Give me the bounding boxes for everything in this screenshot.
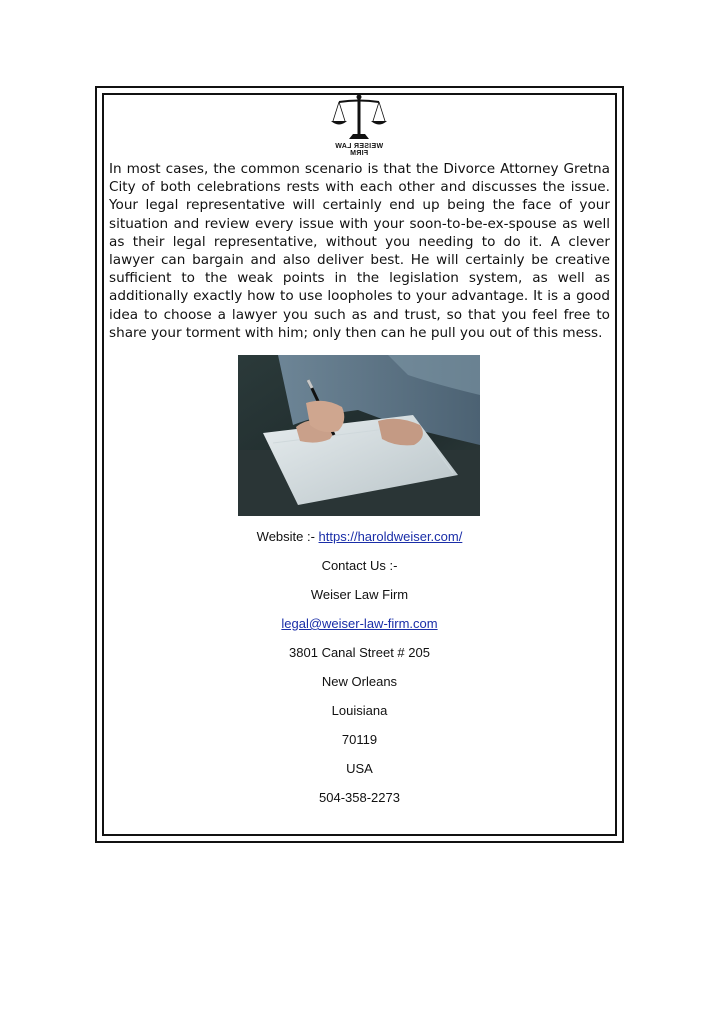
scales-of-justice-icon [329,93,389,143]
hand-writing-document-photo [238,355,480,516]
state: Louisiana [331,703,388,718]
website-label: Website :- [256,529,319,544]
city: New Orleans [321,674,398,689]
email-line [109,614,610,643]
article-paragraph: In most cases, the common scenario is that the Divorce Attorney Gretna City of both celebrations rests with each other and discusses the issue. Your legal representative will certainly end up being the face of your situation and review every issue with your soon-to-be-ex-spouse as well as their legal representative, without you needing to do it. A clever lawyer can bargain and also deliver best. He will certainly be creative sufficient to the weak points in the legislation system, as well as additionally exactly how to use loopholes to your advantage. It is a good idea to choose a lawyer you such as and trust, so that you feel free to share your torment with him; only then can he pull you out of this mess. [109,161,610,341]
country: USA [346,761,373,776]
firm-logo [329,93,389,155]
website-line [109,527,610,556]
logo-text: WEISER LAW FIRM [334,143,384,157]
firm-name: Weiser Law Firm [310,587,409,602]
street-address: 3801 Canal Street # 205 [289,645,430,660]
zip-code: 70119 [341,732,378,747]
email-link[interactable]: legal@weiser-law-firm.com [281,616,438,631]
phone-number: 504-358-2273 [319,790,400,805]
website-link[interactable]: https://haroldweiser.com/ [318,529,463,544]
contact-us-heading: Contact Us :- [321,558,398,573]
contact-block [109,527,610,817]
